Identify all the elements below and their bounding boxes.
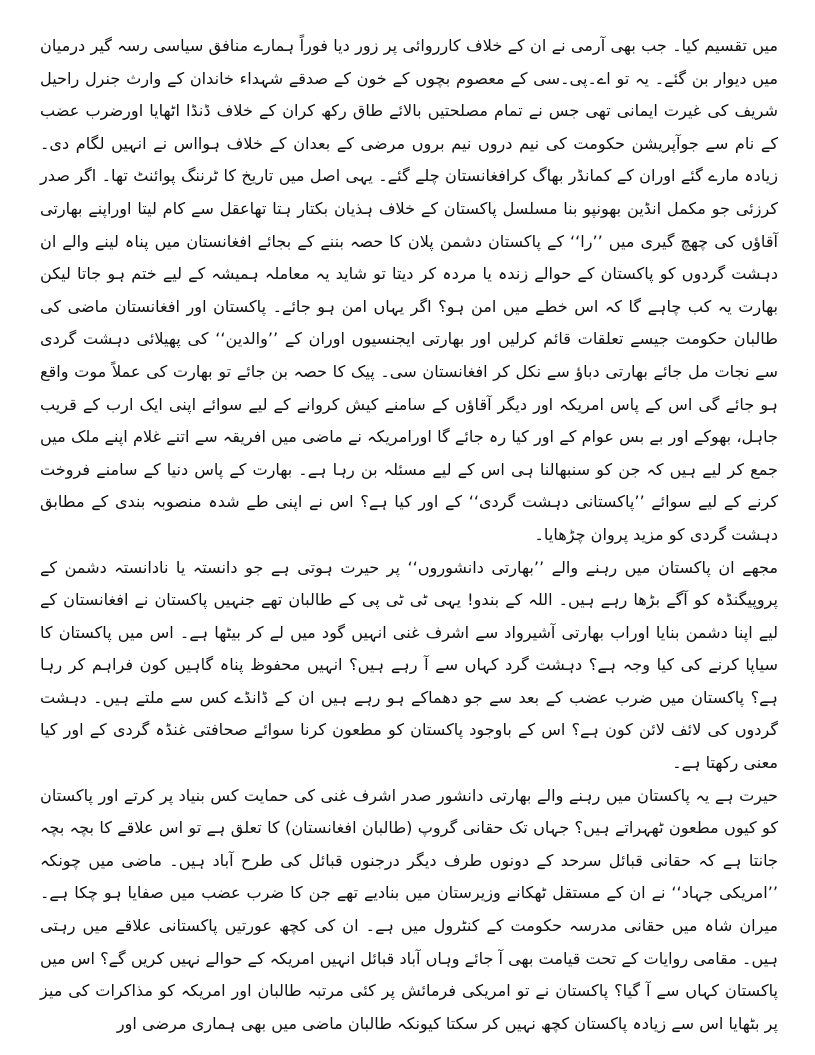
paragraph-2: مجھے ان پاکستان میں رہنے والے ’’بھارتی دانشوروں‘‘ پر حیرت ہوتی ہے جو دانستہ یا نادانستہ دشمن کے پروپیگنڈہ کو آگے بڑھا رہے ہیں۔ اللہ کے بندو! یہی ٹی ٹی پی کے طالبان تھے جنہیں پاکستان نے افغانستان کے لیے اپنا دشمن بنایا اوراب بھارتی آشیرواد سے اشرف غنی انہیں گود میں لے کر بیٹھا ہے۔ اس میں پاکستان کا سیاپا کرنے کی کیا وجہ ہے؟ دہشت گرد کہاں سے آ رہے ہیں؟ انہیں محفوظ پناہ گاہیں کون فراہم کر رہا ہے؟ پاکستان میں ضرب عضب کے بعد سے جو دھماکے ہو رہے ہیں ان کے ڈانڈے کس سے ملتے ہیں۔ دہشت گردوں کی لائف لائن کون ہے؟ اس کے باوجود پاکستان کو مطعون کرنا سوائے صحافتی غنڈہ گردی کے اور کیا معنی رکھتا ہے۔	[40, 557, 778, 773]
document-page	[40, 30, 778, 1040]
paragraph-3: حیرت ہے یہ پاکستان میں رہنے والے بھارتی دانشور صدر اشرف غنی کی حمایت کس بنیاد پر کرتے اور پاکستان کو کیوں مطعون ٹھہراتے ہیں؟ جہاں تک حقانی گروپ (طالبان افغانستان) کا تعلق ہے تو اس علاقے کا بچہ بچہ جانتا ہے کہ حقانی قبائل سرحد کے دونوں طرف دیگر درجنوں قبائل کی طرح آباد ہیں۔ ماضی میں چونکہ ’’امریکی جہاد‘‘ نے ان کے مستقل ٹھکانے وزیرستان میں بنادیے تھے جن کا ضرب عضب میں صفایا ہو چکا ہے۔ میران شاہ میں حقانی مدرسہ حکومت کے کنٹرول میں ہے۔ ان کی کچھ عورتیں پاکستانی علاقے میں رہتی ہیں۔ مقامی روایات کے تحت قیامت بھی آ جائے وہاں آباد قبائل انہیں امریکہ کے حوالے نہیں کریں گے؟ اس میں پاکستان کہاں سے آ گیا؟ پاکستان نے تو امریکی فرمائش پر کئی مرتبہ طالبان اور امریکہ کو مذاکرات کی میز پر بٹھایا اس سے زیادہ پاکستان کچھ نہیں کر سکتا کیونکہ طالبان ماضی میں بھی ہماری مرضی اور	[40, 785, 778, 1033]
paragraph-1: میں تقسیم کیا۔ جب بھی آرمی نے ان کے خلاف کارروائی پر زور دیا فوراً ہمارے منافق سیاسی رسہ گیر درمیان میں دیوار بن گئے۔ یہ تو اے۔پی۔سی کے معصوم بچوں کے خون کے صدقے شہداء خاندان کے وارث جنرل راحیل شریف کی غیرت ایمانی تھی جس نے تمام مصلحتیں بالائے طاق رکھ کران کے خلاف ڈنڈا اٹھایا اورضرب عضب کے نام سے جوآپریشن حکومت کی نیم دروں نیم بروں مرضی کے بعدان کے خلاف ہوااس نے انہیں لگام دی۔ زیادہ مارے گئے اوران کے کمانڈر بھاگ کرافغانستان چلے گئے۔ یہی اصل میں تاریخ کا ٹرننگ پوائنٹ تھا۔ اگر صدر کرزئی جو مکمل انڈین بھونپو بنا مسلسل پاکستان کے خلاف ہذیان بکتار ہتا تھاعقل سے کام لیتا اوراپنے بھارتی آقاؤں کی چھچ گیری میں ’’را‘‘ کے پاکستان دشمن پلان کا حصہ بننے کے بجائے افغانستان میں پناہ لینے والے ان دہشت گردوں کو پاکستان کے حوالے زندہ یا مردہ کر دیتا تو شاید یہ معاملہ ہمیشہ کے لیے ختم ہو جاتا لیکن بھارت یہ کب چاہے گا کہ اس خطے میں امن ہو؟ اگر یہاں امن ہو جائے۔ پاکستان اور افغانستان ماضی کی طالبان حکومت جیسے تعلقات قائم کرلیں اور بھارتی ایجنسیوں اوران کے ’’والدین‘‘ کی پھیلائی دہشت گردی سے نجات مل جائے بھارتی دباؤ سے نکل کر افغانستان سی۔ پیک کا حصہ بن جائے تو بھارت کی عملاً موت واقع ہو جائے گی اس کے پاس امریکہ اور دیگر آقاؤں کے سامنے کیش کروانے کے لیے سوائے اپنی ایک ارب کے قریب جاہل، بھوکے اور بے بس عوام کے اور کیا رہ جائے گا اورامریکہ نے ماضی میں افریقہ سے اتنے غلام اپنے ملک میں جمع کر لیے ہیں کہ جن کو سنبھالنا ہی اس کے لیے مسئلہ بن رہا ہے۔ بھارت کے پاس دنیا کے سامنے فروخت کرنے کے لیے سوائے ’’پاکستانی دہشت گردی‘‘ کے اور کیا ہے؟ اس نے اپنی طے شدہ منصوبہ بندی کے مطابق دہشت گردی کو مزید پروان چڑھایا۔	[40, 36, 778, 544]
